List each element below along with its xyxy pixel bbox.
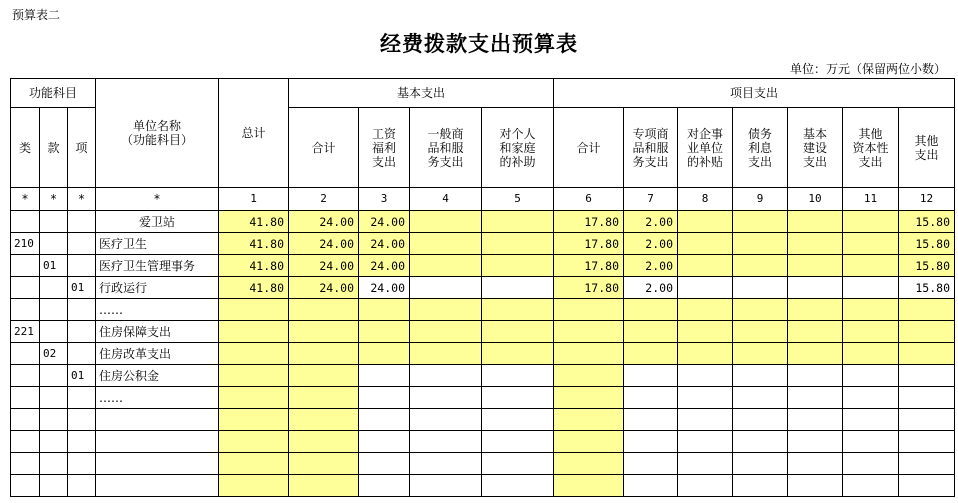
lei-header: 类 [11,108,40,188]
kuan-cell [40,431,68,453]
infrastructure-cell [788,365,843,387]
other-capital-cell [843,343,899,365]
enterprise-subsidy-cell [678,431,733,453]
total-cell [219,387,289,409]
col-index-star: * [68,188,96,211]
unit-name-cell: 住房保障支出 [96,321,219,343]
total-cell: 41.80 [219,233,289,255]
enterprise-subsidy-cell [678,475,733,497]
salary-cell [359,365,410,387]
debt-interest-cell [733,409,788,431]
other-expenditure-cell [899,321,955,343]
debt-interest-cell [733,255,788,277]
lei-cell [11,211,40,233]
total-cell [219,365,289,387]
other-capital-cell [843,233,899,255]
xiang-cell [68,299,96,321]
total-cell: 41.80 [219,255,289,277]
xiang-cell [68,453,96,475]
total-cell [219,343,289,365]
project-total-cell [554,453,624,475]
col-index: 8 [678,188,733,211]
special-goods-cell [624,431,678,453]
project-expenditure-header: 项目支出 [554,79,955,108]
table-row [11,431,955,453]
special-goods-cell [624,365,678,387]
xiang-cell [68,255,96,277]
personal-subsidy-cell [482,343,554,365]
basic-total-cell [289,299,359,321]
basic-total-cell [289,431,359,453]
col-index: 2 [289,188,359,211]
project-total-cell [554,365,624,387]
debt-interest-cell [733,475,788,497]
project-total-cell [554,299,624,321]
other-capital-cell [843,365,899,387]
debt-interest-cell [733,233,788,255]
salary-cell [359,343,410,365]
other-expenditure-cell [899,409,955,431]
col-index: 6 [554,188,624,211]
enterprise-subsidy-cell [678,299,733,321]
other-expenditure-header: 其他 支出 [899,108,955,188]
kuan-cell [40,299,68,321]
total-cell [219,409,289,431]
other-capital-cell [843,277,899,299]
basic-total-cell: 24.00 [289,211,359,233]
col-index: 3 [359,188,410,211]
lei-cell [11,365,40,387]
enterprise-subsidy-cell [678,343,733,365]
other-capital-cell [843,299,899,321]
infrastructure-cell [788,211,843,233]
unit-name-cell: 行政运行 [96,277,219,299]
project-total-cell: 17.80 [554,255,624,277]
salary-cell [359,475,410,497]
special-goods-cell: 2.00 [624,277,678,299]
personal-subsidy-cell [482,431,554,453]
other-capital-cell [843,409,899,431]
col-index: 1 [219,188,289,211]
salary-cell [359,321,410,343]
personal-subsidy-cell [482,321,554,343]
unit-name-cell: 住房改革支出 [96,343,219,365]
enterprise-subsidy-cell [678,255,733,277]
table-row [11,453,955,475]
basic-total-header: 合计 [289,108,359,188]
personal-subsidy-cell [482,211,554,233]
salary-cell: 24.00 [359,277,410,299]
debt-interest-cell [733,299,788,321]
infrastructure-cell [788,387,843,409]
goods-services-cell [410,475,482,497]
kuan-cell [40,387,68,409]
kuan-cell [40,277,68,299]
lei-cell [11,343,40,365]
infrastructure-cell [788,431,843,453]
total-header: 总计 [219,79,289,188]
col-index: 11 [843,188,899,211]
table-row [11,409,955,431]
salary-cell: 24.00 [359,211,410,233]
lei-cell [11,299,40,321]
total-cell [219,475,289,497]
basic-total-cell: 24.00 [289,233,359,255]
infrastructure-cell [788,255,843,277]
xiang-cell [68,211,96,233]
personal-subsidy-cell [482,233,554,255]
table-row [11,365,955,387]
goods-services-cell [410,233,482,255]
kuan-cell [40,475,68,497]
lei-cell [11,387,40,409]
table-tag: 预算表二 [12,8,61,22]
personal-subsidy-cell [482,409,554,431]
debt-interest-cell [733,453,788,475]
col-index-star: * [96,188,219,211]
basic-expenditure-header: 基本支出 [289,79,554,108]
infrastructure-cell [788,475,843,497]
debt-interest-cell [733,431,788,453]
kuan-header: 款 [40,108,68,188]
personal-subsidy-cell [482,255,554,277]
other-capital-cell [843,475,899,497]
lei-cell [11,453,40,475]
other-capital-cell [843,321,899,343]
total-cell [219,321,289,343]
salary-cell [359,453,410,475]
table-row [11,299,955,321]
goods-services-cell [410,365,482,387]
other-expenditure-cell [899,387,955,409]
kuan-cell [40,365,68,387]
special-goods-cell [624,475,678,497]
col-index: 4 [410,188,482,211]
personal-subsidy-cell [482,277,554,299]
other-expenditure-cell: 15.80 [899,211,955,233]
other-expenditure-cell: 15.80 [899,277,955,299]
lei-cell: 210 [11,233,40,255]
infrastructure-cell [788,343,843,365]
basic-total-cell [289,387,359,409]
unit-name-cell: …… [96,299,219,321]
salary-cell [359,431,410,453]
col-index-star: * [40,188,68,211]
total-cell: 41.80 [219,211,289,233]
other-capital-cell [843,255,899,277]
table-row [11,255,955,277]
personal-subsidy-cell [482,299,554,321]
col-index: 5 [482,188,554,211]
other-expenditure-cell [899,365,955,387]
kuan-cell: 01 [40,255,68,277]
table-row [11,387,955,409]
goods-services-cell [410,409,482,431]
salary-cell: 24.00 [359,255,410,277]
basic-total-cell [289,475,359,497]
total-cell [219,431,289,453]
xiang-cell: 01 [68,277,96,299]
unit-name-cell [96,431,219,453]
xiang-header: 项 [68,108,96,188]
basic-total-cell: 24.00 [289,255,359,277]
debt-interest-cell [733,321,788,343]
project-total-cell: 17.80 [554,233,624,255]
other-expenditure-cell [899,343,955,365]
col-index: 10 [788,188,843,211]
lei-cell [11,475,40,497]
infrastructure-cell [788,453,843,475]
xiang-cell [68,321,96,343]
total-cell [219,299,289,321]
infrastructure-cell [788,277,843,299]
special-goods-cell: 2.00 [624,211,678,233]
other-expenditure-cell [899,475,955,497]
col-index-star: * [11,188,40,211]
debt-interest-cell [733,277,788,299]
other-expenditure-cell: 15.80 [899,233,955,255]
infrastructure-header: 基本 建设 支出 [788,108,843,188]
unit-name-cell: 住房公积金 [96,365,219,387]
enterprise-subsidy-cell [678,321,733,343]
page-title: 经费拨款支出预算表 [380,31,578,56]
special-goods-cell [624,453,678,475]
other-expenditure-cell: 15.80 [899,255,955,277]
basic-total-cell [289,409,359,431]
lei-cell: 221 [11,321,40,343]
project-total-cell: 17.80 [554,277,624,299]
special-goods-cell [624,343,678,365]
xiang-cell: 01 [68,365,96,387]
special-goods-cell [624,409,678,431]
lei-cell [11,255,40,277]
infrastructure-cell [788,321,843,343]
unit-name-cell [96,409,219,431]
basic-total-cell: 24.00 [289,277,359,299]
salary-cell [359,409,410,431]
special-goods-cell: 2.00 [624,233,678,255]
debt-interest-cell [733,343,788,365]
goods-services-cell [410,255,482,277]
col-index: 12 [899,188,955,211]
lei-cell [11,277,40,299]
enterprise-subsidy-cell [678,211,733,233]
table-row [11,343,955,365]
enterprise-subsidy-header: 对企事 业单位 的补贴 [678,108,733,188]
xiang-cell [68,387,96,409]
xiang-cell [68,475,96,497]
unit-name-cell: 医疗卫生 [96,233,219,255]
project-total-cell: 17.80 [554,211,624,233]
enterprise-subsidy-cell [678,387,733,409]
debt-interest-cell [733,211,788,233]
lei-cell [11,409,40,431]
project-total-cell [554,431,624,453]
other-expenditure-cell [899,431,955,453]
salary-cell: 24.00 [359,233,410,255]
debt-interest-cell [733,387,788,409]
other-capital-header: 其他 资本性 支出 [843,108,899,188]
xiang-cell [68,233,96,255]
goods-services-cell [410,277,482,299]
personal-subsidy-cell [482,475,554,497]
goods-services-cell [410,211,482,233]
project-total-cell [554,475,624,497]
infrastructure-cell [788,409,843,431]
other-expenditure-cell [899,453,955,475]
goods-services-cell [410,431,482,453]
infrastructure-cell [788,233,843,255]
kuan-cell [40,233,68,255]
table-row [11,233,955,255]
special-goods-cell [624,387,678,409]
total-cell: 41.80 [219,277,289,299]
infrastructure-cell [788,299,843,321]
enterprise-subsidy-cell [678,233,733,255]
lei-cell [11,431,40,453]
enterprise-subsidy-cell [678,365,733,387]
personal-subsidy-cell [482,453,554,475]
other-capital-cell [843,453,899,475]
project-total-cell [554,387,624,409]
other-capital-cell [843,387,899,409]
other-capital-cell [843,211,899,233]
other-capital-cell [843,431,899,453]
enterprise-subsidy-cell [678,277,733,299]
project-total-cell [554,343,624,365]
goods-services-cell [410,321,482,343]
project-total-cell [554,321,624,343]
personal-subsidy-header: 对个人 和家庭 的补助 [482,108,554,188]
goods-services-cell [410,387,482,409]
kuan-cell [40,453,68,475]
enterprise-subsidy-cell [678,453,733,475]
unit-note: 单位：万元（保留两位小数） [789,62,946,76]
goods-services-header: 一般商 品和服 务支出 [410,108,482,188]
col-index: 7 [624,188,678,211]
xiang-cell [68,343,96,365]
other-expenditure-cell [899,299,955,321]
debt-interest-header: 债务 利息 支出 [733,108,788,188]
budget-table [10,78,955,497]
salary-header: 工资 福利 支出 [359,108,410,188]
col-index: 9 [733,188,788,211]
table-row [11,321,955,343]
kuan-cell [40,211,68,233]
special-goods-cell [624,321,678,343]
kuan-cell [40,321,68,343]
project-total-header: 合计 [554,108,624,188]
basic-total-cell [289,453,359,475]
xiang-cell [68,409,96,431]
unit-name-header: 单位名称 （功能科目） [96,79,219,188]
debt-interest-cell [733,365,788,387]
personal-subsidy-cell [482,387,554,409]
special-goods-header: 专项商 品和服 务支出 [624,108,678,188]
basic-total-cell [289,343,359,365]
salary-cell [359,299,410,321]
salary-cell [359,387,410,409]
basic-total-cell [289,321,359,343]
kuan-cell [40,409,68,431]
unit-name-cell: 爱卫站 [96,211,219,233]
func-subject-header: 功能科目 [11,79,96,108]
enterprise-subsidy-cell [678,409,733,431]
table-row [11,211,955,233]
xiang-cell [68,431,96,453]
basic-total-cell [289,365,359,387]
project-total-cell [554,409,624,431]
table-row [11,475,955,497]
special-goods-cell: 2.00 [624,255,678,277]
special-goods-cell [624,299,678,321]
goods-services-cell [410,453,482,475]
goods-services-cell [410,299,482,321]
goods-services-cell [410,343,482,365]
unit-name-cell: 医疗卫生管理事务 [96,255,219,277]
total-cell [219,453,289,475]
personal-subsidy-cell [482,365,554,387]
kuan-cell: 02 [40,343,68,365]
table-row [11,277,955,299]
unit-name-cell: …… [96,387,219,409]
unit-name-cell [96,475,219,497]
unit-name-cell [96,453,219,475]
